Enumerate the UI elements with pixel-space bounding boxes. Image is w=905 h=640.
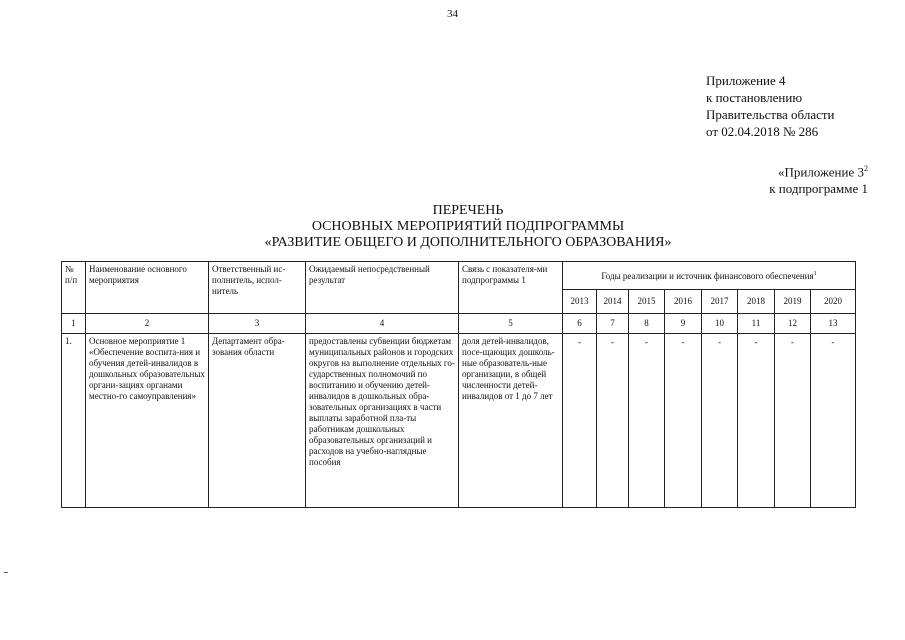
header-year-2016: 2016 (665, 290, 702, 314)
row-year-2015: - (629, 334, 665, 508)
activities-table (61, 261, 856, 508)
row-year-2017: - (702, 334, 738, 508)
header-executor: Ответственный ис-полнитель, испол-нитель (209, 262, 306, 314)
appendix-block (706, 72, 835, 140)
header-years-title: Годы реализации и источник финансового обеспечения$^1$ (563, 262, 856, 290)
col-number: 3 (209, 314, 306, 334)
row-link: доля детей-инвалидов, посе-щающих дошколь-ные образователь-ные организации, в общей численности детей-инвалидов от 1 до 7 лет (459, 334, 563, 508)
row-result: предоставлены субвенции бюджетам муниципальных районов и городских округов на выполнение отдельных го-сударственных полномочий по воспитанию и обучению детей-инвалидов в дошкольных обра-зовательных организациях в части выплаты заработной пла-ты работникам дошкольных образовательных организаций и расходов на учебно-наглядные пособия (306, 334, 459, 508)
header-year-2014: 2014 (597, 290, 629, 314)
title-line-3: «РАЗВИТИЕ ОБЩЕГО И ДОПОЛНИТЕЛЬНОГО ОБРАЗОВАНИЯ» (264, 235, 672, 250)
col-number: 10 (702, 314, 738, 334)
col-number: 12 (775, 314, 811, 334)
margin-mark (4, 572, 8, 573)
header-num: № п/п (62, 262, 86, 314)
title-line-1: ПЕРЕЧЕНЬ (432, 203, 504, 218)
sub-appendix-sup: 2 (864, 164, 868, 173)
header-result: Ожидаемый непосредственный результат (306, 262, 459, 314)
row-year-2018: - (738, 334, 775, 508)
col-number: 2 (86, 314, 209, 334)
header-link: Связь с показателя-ми подпрограммы 1 (459, 262, 563, 314)
header-year-2017: 2017 (702, 290, 738, 314)
col-number: 8 (629, 314, 665, 334)
header-year-2013: 2013 (563, 290, 597, 314)
sub-appendix-block (769, 160, 868, 197)
header-name: Наименование основного мероприятия (86, 262, 209, 314)
col-number: 13 (811, 314, 856, 334)
row-year-2016: - (665, 334, 702, 508)
sub-appendix-line-2: к подпрограмме 1 (769, 181, 868, 197)
appendix-line-1: Приложение 4 (706, 73, 786, 88)
title-line-2: ОСНОВНЫХ МЕРОПРИЯТИЙ ПОДПРОГРАММЫ (311, 219, 625, 234)
header-year-2019: 2019 (775, 290, 811, 314)
row-name: Основное мероприятие 1 «Обеспечение воспита-ния и обучения детей-инвалидов в дошкольных образовательных органи-зациях органами местно-го самоуправления» (86, 334, 209, 508)
row-year-2013: - (563, 334, 597, 508)
sub-appendix-line-1: «Приложение 3 (777, 164, 864, 180)
header-year-2018: 2018 (738, 290, 775, 314)
appendix-line-3: Правительства области (706, 107, 835, 122)
header-year-2020: 2020 (811, 290, 856, 314)
row-year-2020: - (811, 334, 856, 508)
row-num: 1. (62, 334, 86, 508)
col-number: 1 (62, 314, 86, 334)
col-number: 11 (738, 314, 775, 334)
row-executor: Департамент обра-зования области (209, 334, 306, 508)
table-row (62, 334, 856, 508)
header-year-2015: 2015 (629, 290, 665, 314)
col-number: 9 (665, 314, 702, 334)
col-number: 7 (597, 314, 629, 334)
appendix-line-4: от 02.04.2018 № 286 (706, 124, 819, 139)
row-year-2014: - (597, 334, 629, 508)
row-year-2019: - (775, 334, 811, 508)
page-number: 34 (447, 8, 458, 20)
col-number: 4 (306, 314, 459, 334)
col-number: 5 (459, 314, 563, 334)
appendix-line-2: к постановлению (706, 90, 803, 105)
col-number: 6 (563, 314, 597, 334)
